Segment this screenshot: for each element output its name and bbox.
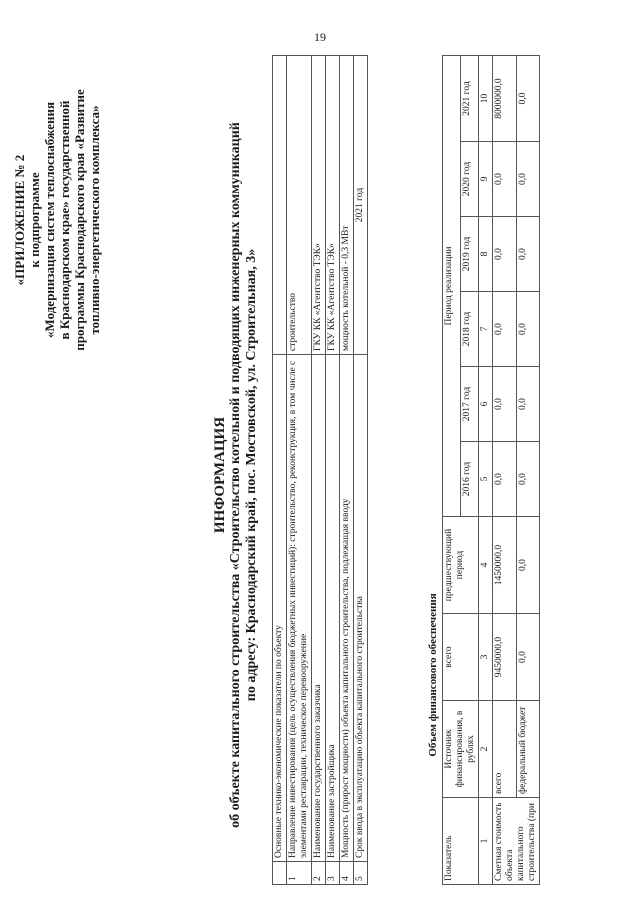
- row-number: 4: [340, 862, 354, 885]
- value-cell: 1450000,0: [493, 517, 517, 614]
- indicator-value: 2021 год: [354, 56, 368, 355]
- table-row: [312, 56, 326, 885]
- appendix-line: «ПРИЛОЖЕНИЕ № 2: [12, 154, 27, 286]
- row-number: 5: [354, 862, 368, 885]
- table-row: [354, 56, 368, 885]
- indicator-label: Наименование государственного заказчика: [312, 355, 326, 862]
- source-label: федеральный бюджет: [516, 701, 540, 798]
- value-cell: 8000000,0: [493, 56, 517, 142]
- info-line: по адресу: Краснодарский край, пос. Мостовской, ул. Строительная, 3»: [244, 248, 259, 702]
- value-cell: 0,0: [493, 292, 517, 367]
- row-number: 2: [312, 862, 326, 885]
- value-cell: 0,0: [516, 367, 540, 442]
- value-cell: 0,0: [493, 367, 517, 442]
- info-title: ИНФОРМАЦИЯ: [212, 416, 228, 534]
- col-number: 7: [479, 292, 493, 367]
- indicator-label: Срок ввода в эксплуатацию объекта капитального строительства: [354, 355, 368, 862]
- head-total: всего: [443, 614, 479, 701]
- table-row: [516, 56, 540, 885]
- col-number: 4: [479, 517, 493, 614]
- head-source: Источник финансирования, в рублях: [443, 701, 479, 798]
- indicator-value: мощность котельной - 0,3 МВт: [340, 56, 354, 355]
- col-number: 10: [479, 56, 493, 142]
- value-cell: 0,0: [516, 442, 540, 517]
- head-year: 2021 год: [461, 56, 479, 142]
- col-number: 3: [479, 614, 493, 701]
- value-cell: 0,0: [493, 217, 517, 292]
- table-row: [340, 56, 354, 885]
- table-row: [326, 56, 340, 885]
- table-row: [493, 56, 517, 885]
- col-number: 5: [479, 442, 493, 517]
- head-year: 2019 год: [461, 217, 479, 292]
- value-cell: 9450000,0: [493, 614, 517, 701]
- indicators-table: [272, 55, 368, 885]
- page-number: 19: [314, 30, 326, 44]
- indicator-label: Наименование застройщика: [326, 355, 340, 862]
- appendix-line: в Краснодарском крае» государственной: [57, 100, 72, 340]
- head-period: Период реализации: [443, 56, 461, 517]
- value-cell: 0,0: [516, 56, 540, 142]
- appendix-line: топливно-энергетического комплекса»: [87, 105, 102, 335]
- col-number: 6: [479, 367, 493, 442]
- row-number: 1: [287, 862, 312, 885]
- table-row: [443, 56, 461, 885]
- col-number: 8: [479, 217, 493, 292]
- indicator-value: ГКУ КК «Агентство ТЭК»: [326, 56, 340, 355]
- indicator-value: ГКУ КК «Агентство ТЭК»: [312, 56, 326, 355]
- value-cell: 0,0: [516, 292, 540, 367]
- head-year: 2018 год: [461, 292, 479, 367]
- head-indicator: Показатель: [443, 798, 479, 885]
- col-number: 1: [479, 798, 493, 885]
- appendix-header: [12, 55, 102, 385]
- info-title-block: [212, 75, 260, 875]
- table-row: [273, 56, 287, 885]
- source-label: всего: [493, 701, 517, 798]
- value-cell: 0,0: [516, 142, 540, 217]
- head-year: 2016 год: [461, 442, 479, 517]
- info-line: об объекте капитального строительства «Строительство котельной и подводящих инженерных коммуникаций: [228, 122, 243, 828]
- indicator-value: строительство: [287, 56, 312, 355]
- indicator-label: Сметная стоимость объекта капитального строительства (при: [493, 798, 540, 885]
- head-year: 2020 год: [461, 142, 479, 217]
- value-cell: 0,0: [493, 142, 517, 217]
- indicators-header: Основные технико-экономические показатели по объекту: [273, 355, 287, 862]
- appendix-line: программы Краснодарского края «Развитие: [72, 89, 87, 351]
- col-number: 2: [479, 701, 493, 798]
- appendix-line: к подпрограмме: [27, 172, 42, 268]
- value-cell: 0,0: [516, 517, 540, 614]
- finance-section-title: Объем финансового обеспечения: [427, 593, 439, 757]
- table-row: [287, 56, 312, 885]
- appendix-line: «Модернизация систем теплоснабжения: [42, 102, 57, 338]
- value-cell: 0,0: [493, 442, 517, 517]
- indicator-label: Мощность (прирост мощности) объекта капитального строительства, подлежащая вводу: [340, 355, 354, 862]
- indicator-label: Направление инвестирования (цель осуществления бюджетных инвестиций): строительство, реконструкция, в том числе с элементами реставрации, техническое перевооружение: [287, 355, 312, 862]
- head-year: 2017 год: [461, 367, 479, 442]
- table-row: [479, 56, 493, 885]
- row-number: 3: [326, 862, 340, 885]
- value-cell: 0,0: [516, 217, 540, 292]
- head-previous: предшествующий период: [443, 517, 479, 614]
- col-number: 9: [479, 142, 493, 217]
- value-cell: 0,0: [516, 614, 540, 701]
- finance-table: [442, 55, 540, 885]
- rotated-content: [10, 15, 570, 895]
